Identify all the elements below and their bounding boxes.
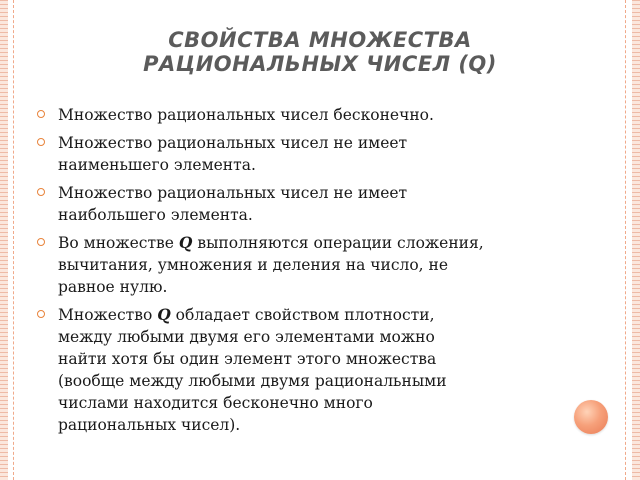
bullet-item-infinite bbox=[36, 104, 566, 126]
bullet-circle-icon bbox=[37, 188, 45, 196]
bullet-item-density bbox=[36, 304, 566, 436]
right-border-decoration bbox=[632, 0, 640, 480]
bullet-text-prefix: Множество bbox=[58, 306, 153, 324]
set-q-symbol: Q bbox=[178, 233, 193, 252]
bullet-text-line-5: числами находится бесконечно много bbox=[58, 394, 373, 412]
bullet-text-line-6: рациональных чисел). bbox=[58, 416, 241, 434]
bullet-text-line-2: между любыми двумя его элементами можно bbox=[58, 328, 435, 346]
bullet-text-line-2: наименьшего элемента. bbox=[58, 156, 256, 174]
bullet-circle-icon bbox=[37, 238, 45, 246]
slide-title bbox=[60, 28, 580, 76]
bullet-item-no-maximum bbox=[36, 182, 566, 226]
bullet-text-line-2: вычитания, умножения и деления на число, не bbox=[58, 256, 449, 274]
bullet-text-line-4: (вообще между любыми двумя рациональными bbox=[58, 372, 447, 390]
bullet-circle-icon bbox=[37, 138, 45, 146]
title-line-1: СВОЙСТВА МНОЖЕСТВА bbox=[168, 28, 472, 52]
bullet-text-line-2: наибольшего элемента. bbox=[58, 206, 253, 224]
bullet-text: Множество рациональных чисел бесконечно. bbox=[58, 106, 434, 124]
title-line-2: РАЦИОНАЛЬНЫХ ЧИСЕЛ (Q) bbox=[143, 52, 497, 76]
bullet-text-suffix: обладает свойством плотности, bbox=[175, 306, 435, 324]
right-stitch-decoration bbox=[625, 0, 626, 480]
bullet-text-line-3: найти хотя бы один элемент этого множества bbox=[58, 350, 437, 368]
bullet-circle-icon bbox=[37, 110, 45, 118]
bullet-circle-icon bbox=[37, 310, 45, 318]
bullet-item-operations bbox=[36, 232, 566, 298]
bullet-text-line-1: Множество рациональных чисел не имеет bbox=[58, 184, 408, 202]
left-border-decoration bbox=[0, 0, 8, 480]
bullet-text-prefix: Во множестве bbox=[58, 234, 174, 252]
bullet-text-suffix: выполняются операции сложения, bbox=[197, 234, 484, 252]
set-q-symbol: Q bbox=[157, 305, 171, 324]
left-stitch-decoration bbox=[13, 0, 14, 480]
orange-orb-icon bbox=[574, 400, 608, 434]
bullet-text-line-3: равное нулю. bbox=[58, 278, 168, 296]
bullet-text-line-1: Множество рациональных чисел не имеет bbox=[58, 134, 408, 152]
bullet-list bbox=[36, 104, 566, 442]
bullet-item-no-minimum bbox=[36, 132, 566, 176]
